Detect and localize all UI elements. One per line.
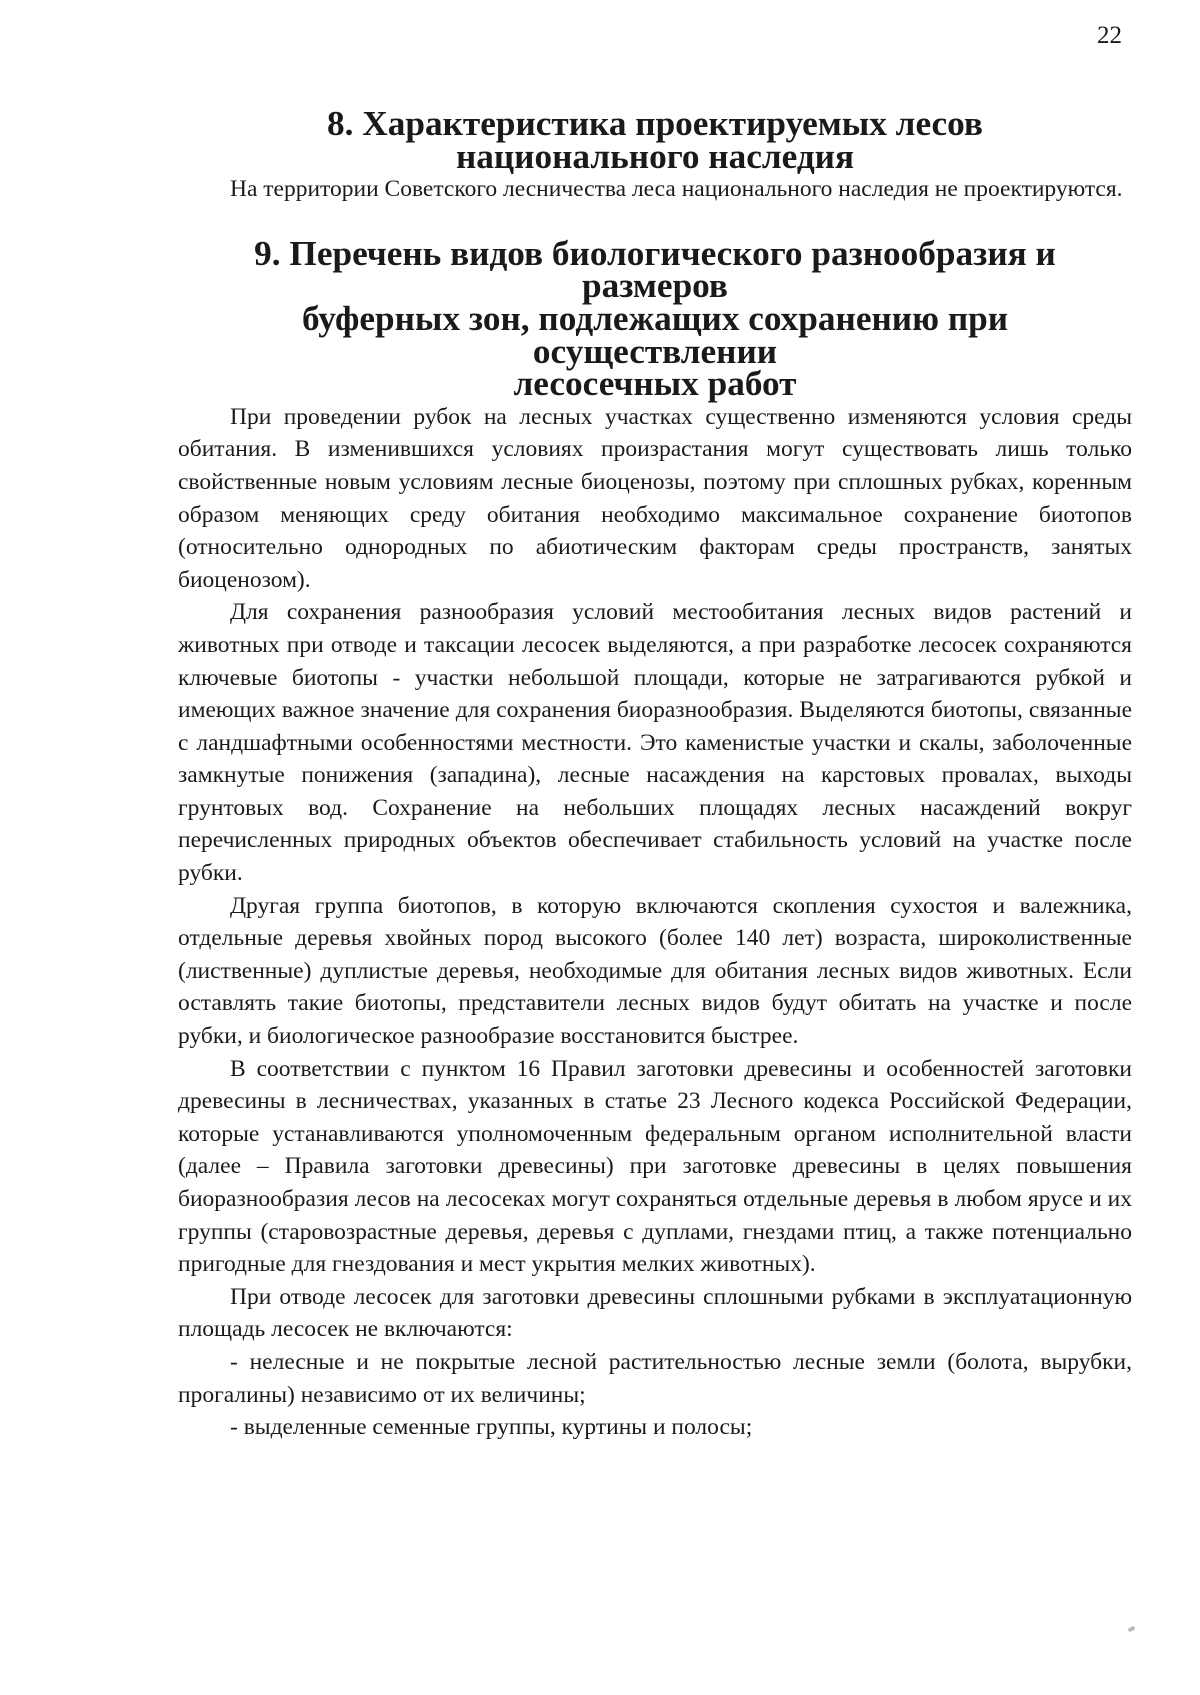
scan-smudge bbox=[1127, 1626, 1135, 1633]
document-body bbox=[178, 104, 1132, 1444]
section-8-paragraph: На территории Советского лесничества леса национального наследия не проектируются. bbox=[230, 176, 1123, 203]
list-item: - нелесные и не покрытые лесной растительностью лесные земли (болота, вырубки, прогалины) независимо от их величины; bbox=[178, 1348, 1132, 1408]
section-spacer bbox=[178, 206, 1132, 238]
section-8-title-line: 8. Характеристика проектируемых лесов bbox=[327, 104, 983, 143]
section-8-title-line: национального наследия bbox=[455, 136, 855, 176]
section-9-paragraph: Другая группа биотопов, в которую включаются скопления сухостоя и валежника, отдельные деревья хвойных пород высокого (более 140 лет) возраста, широколиственные (лиственные) дуплистые деревья, необходимые для обитания лесных видов животных. Если оставлять такие биотопы, представители лесных видов будут обитать на участке и после рубки, и биологическое разнообразие восстановится быстрее. bbox=[178, 892, 1132, 1050]
section-9-paragraph: В соответствии с пунктом 16 Правил заготовки древесины и особенностей заготовки древесины в лесничествах, указанных в статье 23 Лесного кодекса Российской Федерации, которые устанавливаются уполномоченным федеральным органом исполнительной власти (далее – Правила заготовки древесины) при заготовке древесины в целях повышения биоразнообразия лесов на лесосеках могут сохраняться отдельные деревья в любом ярусе и их группы (старовозрастные деревья, деревья с дуплами, гнездами птиц, а также потенциально пригодные для гнездования и мест укрытия мелких животных). bbox=[178, 1055, 1132, 1278]
section-9-title-line: 9. Перечень видов биологического разнообразия и размеров bbox=[254, 233, 1056, 306]
section-9-paragraph: При отводе лесосек для заготовки древесины сплошными рубками в эксплуатационную площадь лесосек не включаются: bbox=[178, 1283, 1132, 1343]
section-9-title bbox=[178, 233, 1132, 404]
section-9-paragraph: Для сохранения разнообразия условий местообитания лесных видов растений и животных при отводе и таксации лесосек выделяются, а при разработке лесосек сохраняются ключевые биотопы - участки небольшой площади, которые не затрагиваются рубкой и имеющих важное значение для сохранения биоразнообразия. Выделяются биотопы, связанные с ландшафтными особенностями местности. Это каменистые участки и скалы, заболоченные замкнутые понижения (западина), лесные насаждения на карстовых провалах, выходы грунтовых вод. Сохранение на небольших площадях лесных насаждений вокруг перечисленных природных объектов обеспечивает стабильность условий на участке после рубки. bbox=[178, 599, 1132, 887]
section-8-title bbox=[178, 104, 1132, 176]
page-number: 22 bbox=[1097, 22, 1122, 49]
list-item: - выделенные семенные группы, куртины и полосы; bbox=[230, 1414, 753, 1441]
section-9-title-line: лесосечных работ bbox=[513, 364, 797, 404]
section-9-paragraph: При проведении рубок на лесных участках существенно изменяются условия среды обитания. В изменившихся условиях произрастания могут существовать лишь только свойственные новым условиям лесные биоценозы, поэтому при сплошных рубках, коренным образом меняющих среду обитания необходимо максимальное сохранение биотопов (относительно однородных по абиотическим факторам среды пространств, занятых биоценозом). bbox=[178, 403, 1132, 593]
section-9-title-line: буферных зон, подлежащих сохранению при осуществлении bbox=[301, 298, 1009, 371]
